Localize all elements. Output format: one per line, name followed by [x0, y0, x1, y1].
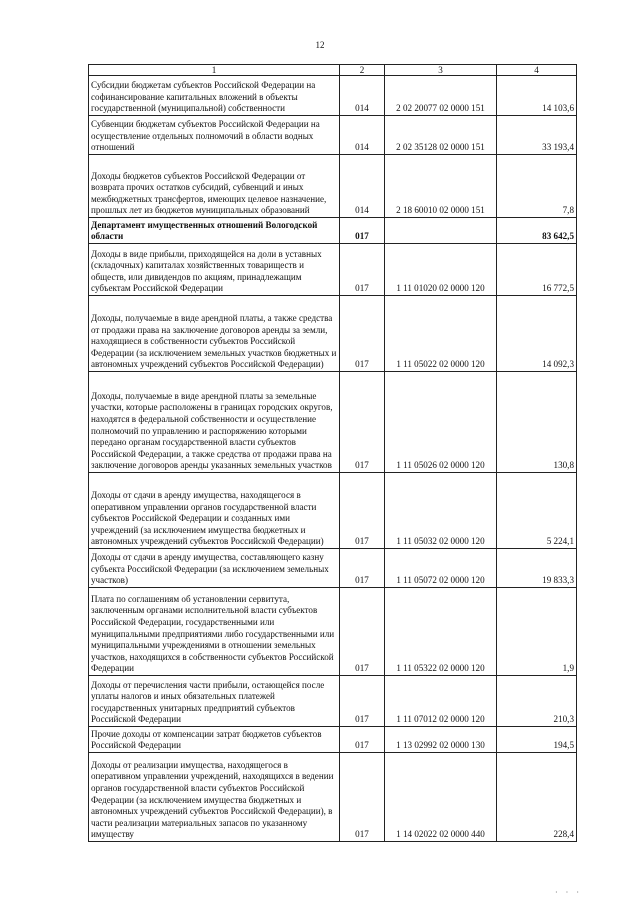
table-body — [89, 76, 577, 842]
row-amount: 1,9 — [497, 588, 577, 676]
row-amount: 228,4 — [497, 753, 577, 842]
row-amount: 5 224,1 — [497, 473, 577, 549]
row-amount: 19 833,3 — [497, 549, 577, 588]
row-admin-code: 017 — [340, 753, 385, 842]
row-description: Субсидии бюджетам субъектов Российской Федерации на софинансирование капитальных вложений в объекты государственной (муниципальной) собственности — [89, 76, 340, 116]
row-description: Доходы бюджетов субъектов Российской Федерации от возврата прочих остатков субсидий, субвенций и иных межбюджетных трансфертов, имеющих целевое назначение, прошлых лет из бюджетов муниципальных образований — [89, 155, 340, 218]
table-header-row — [89, 65, 577, 76]
table-row — [89, 155, 577, 218]
row-amount: 194,5 — [497, 727, 577, 753]
row-admin-code: 017 — [340, 676, 385, 727]
row-budget-classification-code: 1 13 02992 02 0000 130 — [385, 727, 497, 753]
row-budget-classification-code: 1 11 01020 02 0000 120 — [385, 244, 497, 296]
row-amount: 7,8 — [497, 155, 577, 218]
scan-marks: · · · — [555, 888, 582, 897]
table-row — [89, 244, 577, 296]
row-budget-classification-code: 1 14 02022 02 0000 440 — [385, 753, 497, 842]
row-admin-code: 017 — [340, 244, 385, 296]
revenue-table — [88, 64, 577, 842]
row-description: Плата по соглашениям об установлении сервитута, заключенным органами исполнительной власти субъектов Российской Федерации, государственными или муниципальными предприятиями либо государственными или муниципальными учреждениями в отношении земельных участков, находящихся в собственности субъектов Российской Федерации — [89, 588, 340, 676]
row-amount: 33 193,4 — [497, 116, 577, 155]
table-row — [89, 753, 577, 842]
page-number: 12 — [315, 40, 325, 50]
row-budget-classification-code: 2 02 20077 02 0000 151 — [385, 76, 497, 116]
row-admin-code: 014 — [340, 116, 385, 155]
table-row — [89, 76, 577, 116]
row-admin-code: 014 — [340, 155, 385, 218]
row-description: Прочие доходы от компенсации затрат бюджетов субъектов Российской Федерации — [89, 727, 340, 753]
row-description: Доходы от перечисления части прибыли, остающейся после уплаты налогов и иных обязательных платежей государственных унитарных предприятий субъектов Российской Федерации — [89, 676, 340, 727]
row-description: Доходы от реализации имущества, находящегося в оперативном управлении учреждений, находящихся в ведении органов государственной власти субъектов Российской Федерации (за исключением имущества бюджетных и автономных учреждений субъектов Российской Федерации), в части реализации материальных запасов по указанному имуществу — [89, 753, 340, 842]
column-header-2: 2 — [340, 65, 385, 76]
row-description: Доходы, получаемые в виде арендной платы за земельные участки, которые расположены в границах городских округов, находятся в федеральной собственности и осуществление полномочий по управлению и распоряжению которыми передано органам государственной власти субъектов Российской Федерации, а также средства от продажи права на заключение договоров аренды указанных земельных участков — [89, 372, 340, 473]
row-admin-code: 017 — [340, 218, 385, 244]
column-header-4: 4 — [497, 65, 577, 76]
column-header-1: 1 — [89, 65, 340, 76]
table-row — [89, 296, 577, 372]
row-budget-classification-code: 2 02 35128 02 0000 151 — [385, 116, 497, 155]
row-amount: 210,3 — [497, 676, 577, 727]
table-row — [89, 549, 577, 588]
row-admin-code: 017 — [340, 296, 385, 372]
row-budget-classification-code: 1 11 05022 02 0000 120 — [385, 296, 497, 372]
table-row — [89, 372, 577, 473]
column-header-3: 3 — [385, 65, 497, 76]
row-description: Доходы от сдачи в аренду имущества, находящегося в оперативном управлении органов государственной власти субъектов Российской Федерации и созданных ими учреждений (за исключением имущества бюджетных и автономных учреждений субъектов Российской Федерации) — [89, 473, 340, 549]
row-amount: 130,8 — [497, 372, 577, 473]
row-description: Доходы от сдачи в аренду имущества, составляющего казну субъекта Российской Федерации (за исключением земельных участков) — [89, 549, 340, 588]
row-budget-classification-code — [385, 218, 497, 244]
table-row — [89, 473, 577, 549]
row-admin-code: 017 — [340, 588, 385, 676]
row-budget-classification-code: 1 11 05072 02 0000 120 — [385, 549, 497, 588]
row-budget-classification-code: 1 11 05026 02 0000 120 — [385, 372, 497, 473]
row-budget-classification-code: 1 11 07012 02 0000 120 — [385, 676, 497, 727]
row-admin-code: 017 — [340, 372, 385, 473]
row-budget-classification-code: 1 11 05032 02 0000 120 — [385, 473, 497, 549]
row-admin-code: 017 — [340, 727, 385, 753]
table-row — [89, 676, 577, 727]
row-amount: 16 772,5 — [497, 244, 577, 296]
table-row — [89, 727, 577, 753]
row-amount: 83 642,5 — [497, 218, 577, 244]
row-budget-classification-code: 2 18 60010 02 0000 151 — [385, 155, 497, 218]
row-description: Доходы, получаемые в виде арендной платы, а также средства от продажи права на заключение договоров аренды за земли, находящиеся в собственности субъектов Российской Федерации (за исключением земельных участков бюджетных и автономных учреждений субъектов Российской Федерации) — [89, 296, 340, 372]
row-amount: 14 103,6 — [497, 76, 577, 116]
table-row — [89, 116, 577, 155]
row-amount: 14 092,3 — [497, 296, 577, 372]
row-admin-code: 014 — [340, 76, 385, 116]
row-description: Доходы в виде прибыли, приходящейся на доли в уставных (складочных) капиталах хозяйственных товариществ и обществ, или дивидендов по акциям, принадлежащим субъектам Российской Федерации — [89, 244, 340, 296]
row-admin-code: 017 — [340, 473, 385, 549]
row-description: Департамент имущественных отношений Вологодской области — [89, 218, 340, 244]
table-row — [89, 218, 577, 244]
row-description: Субвенции бюджетам субъектов Российской Федерации на осуществление отдельных полномочий в области водных отношений — [89, 116, 340, 155]
row-admin-code: 017 — [340, 549, 385, 588]
table-row — [89, 588, 577, 676]
row-budget-classification-code: 1 11 05322 02 0000 120 — [385, 588, 497, 676]
